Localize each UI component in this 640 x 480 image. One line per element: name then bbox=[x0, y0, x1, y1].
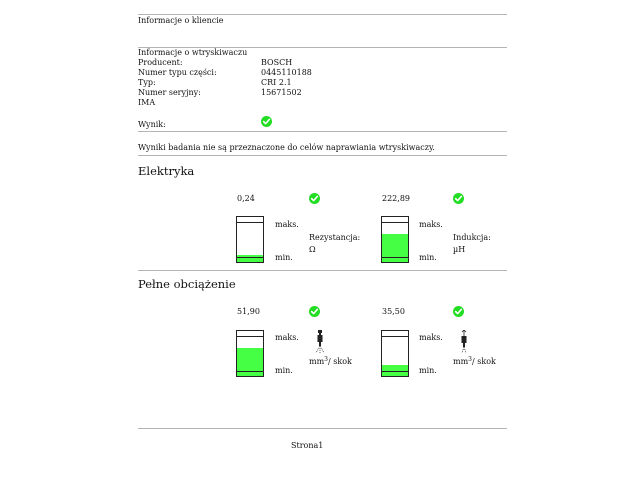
serial-number-label: Numer seryjny: bbox=[138, 88, 201, 97]
inductance-min-label: min. bbox=[419, 253, 437, 262]
disclaimer-text: Wyniki badania nie są przeznaczone do celów naprawiania wtryskiwaczy. bbox=[138, 143, 435, 152]
delivery1-min-label: min. bbox=[275, 366, 293, 375]
delivery1-max-label: maks. bbox=[275, 333, 299, 342]
type-value: CRI 2.1 bbox=[261, 78, 292, 87]
part-number-label: Numer typu części: bbox=[138, 68, 217, 77]
resistance-label: Rezystancja: bbox=[309, 233, 361, 242]
result-rule bbox=[138, 131, 507, 132]
page-number: Strona1 bbox=[291, 441, 324, 450]
ima-label: IMA bbox=[138, 98, 156, 107]
manufacturer-label: Producent: bbox=[138, 58, 183, 67]
disclaimer-rule bbox=[138, 155, 507, 156]
delivery1-value: 51,90 bbox=[237, 307, 260, 316]
resistance-value: 0,24 bbox=[237, 194, 255, 203]
type-label: Typ: bbox=[138, 78, 156, 87]
inductance-unit: µH bbox=[453, 245, 466, 254]
delivery1-ok-icon bbox=[309, 306, 320, 317]
client-info-title: Informacje o kliencie bbox=[138, 16, 224, 25]
resistance-min-label: min. bbox=[275, 253, 293, 262]
injector-spray-icon bbox=[315, 330, 325, 356]
resistance-max-label: maks. bbox=[275, 220, 299, 229]
injector-info-title: Informacje o wtryskiwaczu bbox=[138, 48, 248, 57]
delivery2-unit: $mm^3/$ skok bbox=[453, 356, 496, 366]
serial-number-value: 15671502 bbox=[261, 88, 302, 97]
injector-pilot-icon bbox=[459, 330, 469, 356]
inductance-label: Indukcja: bbox=[453, 233, 491, 242]
delivery2-value: 35,50 bbox=[382, 307, 405, 316]
inductance-gauge bbox=[381, 216, 409, 263]
top-rule bbox=[138, 14, 507, 15]
inductance-max-label: maks. bbox=[419, 220, 443, 229]
delivery1-unit: $mm^3/$ skok bbox=[309, 356, 352, 366]
inductance-value: 222,89 bbox=[382, 194, 410, 203]
footer-rule bbox=[138, 428, 507, 429]
electric-section-title: Elektryka bbox=[138, 164, 195, 178]
manufacturer-value: BOSCH bbox=[261, 58, 293, 67]
resistance-unit: Ω bbox=[309, 245, 316, 254]
electric-rule bbox=[138, 270, 507, 271]
delivery2-min-label: min. bbox=[419, 366, 437, 375]
delivery1-gauge bbox=[236, 330, 264, 377]
part-number-value: 0445110188 bbox=[261, 68, 312, 77]
delivery2-ok-icon bbox=[453, 306, 464, 317]
result-ok-icon bbox=[261, 116, 272, 127]
result-label: Wynik: bbox=[138, 120, 166, 129]
resistance-ok-icon bbox=[309, 193, 320, 204]
delivery2-max-label: maks. bbox=[419, 333, 443, 342]
full-load-section-title: Pełne obciążenie bbox=[138, 277, 236, 291]
inductance-ok-icon bbox=[453, 193, 464, 204]
resistance-gauge bbox=[236, 216, 264, 263]
delivery2-gauge bbox=[381, 330, 409, 377]
